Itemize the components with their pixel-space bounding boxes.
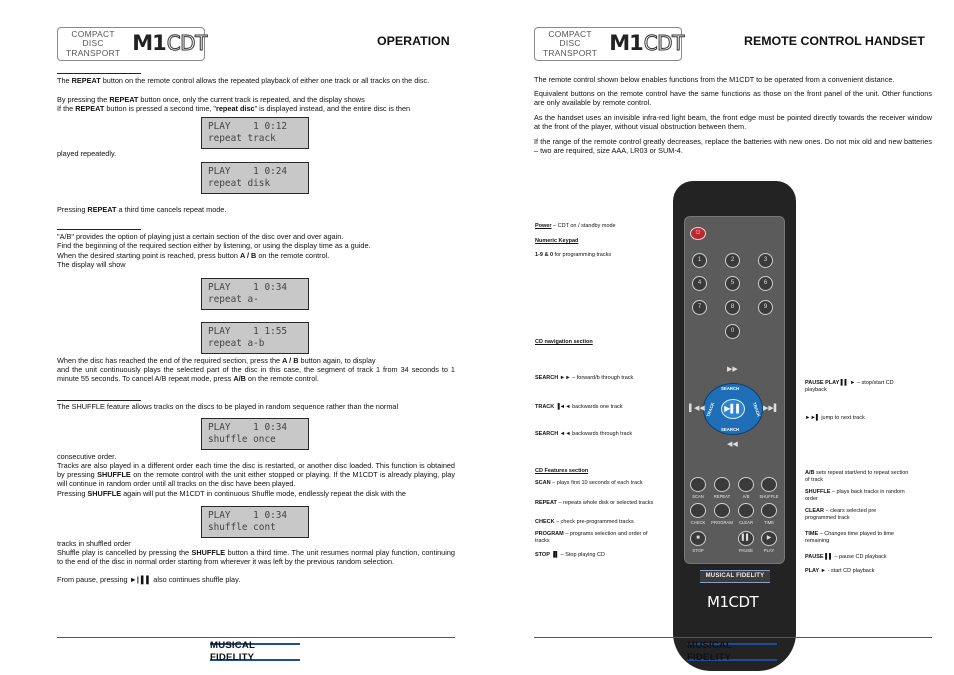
- section-rule: [57, 400, 141, 401]
- stop-button-label: STOP: [692, 548, 704, 553]
- shuffle-para-1: The SHUFFLE feature allows tracks on the discs to be played in random sequence rather than the normal: [57, 402, 399, 411]
- key-2-button[interactable]: 2: [725, 253, 740, 268]
- remote-brand-plate: MUSICAL FIDELITY: [700, 570, 770, 583]
- shuffle-para-2: consecutive order.: [57, 452, 117, 461]
- play-button-label: PLAY: [763, 548, 775, 553]
- track-back-icon[interactable]: ▌◀◀: [689, 405, 705, 412]
- remote-intro-3: As the handset uses an invisible infra-red light beam, the front edge must be pointed directly towards the receiver window at the front of the player, without visual obstruction between them.: [534, 113, 932, 131]
- stop-button[interactable]: ■: [690, 531, 706, 546]
- ring-label-track-right: TRACK: [751, 401, 762, 418]
- shuffle-para-3: Tracks are also played in a different order each time the disc is restarted, or another disc loaded. This function is obtained by pressing SHUFFLE on the remote control with the unit either stopped or playing. If the M1CDT is already playing, play will continue in random order until all tracks on the disc have been played.: [57, 461, 455, 488]
- shuffle-para-6: Shuffle play is cancelled by pressing the SHUFFLE button a third time. The unit resumes normal play function, continuing to the end of the disc in normal order starting from wherever it was left by the previous random selection.: [57, 548, 455, 566]
- logo-mark: M1 CDT: [609, 31, 684, 56]
- shuffle-button-label: SHUFFLE: [759, 494, 779, 499]
- shuffle-button[interactable]: [761, 477, 777, 492]
- label-next-track: ►►▌ jump to next track: [805, 415, 865, 421]
- play-button[interactable]: ▶: [761, 531, 777, 546]
- scan-button[interactable]: [690, 477, 706, 492]
- repeat-para-1: The REPEAT button on the remote control allows the repeated playback of either one track or all tracks on the disc.: [57, 76, 430, 85]
- ab-button-label: A/B: [742, 494, 750, 499]
- time-button-label: TIME: [763, 520, 774, 525]
- label-pause: PAUSE ▌▌ – pause CD playback: [805, 554, 887, 560]
- label-clear: CLEAR – clears selected pre programmed track: [805, 508, 877, 521]
- footer-rule: [534, 637, 932, 638]
- shuffle-para-7: From pause, pressing ►| ▌▌ also continues shuffle play.: [57, 575, 241, 584]
- label-program: PROGRAM – programs selection and order of tracks: [535, 531, 648, 544]
- product-logo: [57, 27, 205, 61]
- label-check: CHECK – check pre-programmed tracks: [535, 519, 634, 525]
- remote-intro-4: If the range of the remote control greatly decreases, replace the batteries with new ones. Do not mix old and new batteries – two are required, size AAA, LR03 or SUM-4.: [534, 137, 932, 155]
- remote-intro-1: The remote control shown below enables functions from the M1CDT to be operated from a convenient distance.: [534, 75, 895, 84]
- shuffle-para-5: tracks in shuffled order: [57, 539, 131, 548]
- lcd-display: PLAY 1 0:12 repeat track: [201, 117, 309, 149]
- remote-intro-2: Equivalent buttons on the remote control have the same functions as those on the front panel of the unit. Other functions are only available by remote control.: [534, 89, 932, 107]
- clear-button-label: CLEAR: [739, 520, 753, 525]
- repeat-button-label: REPEAT: [713, 494, 731, 499]
- remote-model-logo: M1CDT: [707, 593, 759, 611]
- ab-para-3: When the desired starting point is reached, press button A / B on the remote control.: [57, 251, 330, 260]
- label-power: Power – CDT on / standby mode: [535, 223, 616, 229]
- label-nav-section: CD navigation section: [535, 339, 593, 345]
- lcd-display: PLAY 1 0:34 repeat a-: [201, 278, 309, 310]
- product-logo: [534, 27, 682, 61]
- rewind-arrow-icon: ◀◀: [727, 441, 738, 448]
- page-title-operation: OPERATION: [377, 34, 450, 48]
- key-9-button[interactable]: 9: [758, 300, 773, 315]
- ab-para-2: Find the beginning of the required section either by listening, or using the display time as a guide.: [57, 241, 371, 250]
- repeat-para-2: By pressing the REPEAT button once, only the current track is repeated, and the display shows: [57, 95, 365, 104]
- key-0-button[interactable]: 0: [725, 324, 740, 339]
- forward-arrow-icon: ▶▶: [727, 366, 738, 373]
- check-button[interactable]: [690, 503, 706, 518]
- check-button-label: CHECK: [690, 520, 706, 525]
- repeat-button[interactable]: [714, 477, 730, 492]
- power-button[interactable]: ⏻: [690, 227, 706, 240]
- key-8-button[interactable]: 8: [725, 300, 740, 315]
- label-ab: A/B sets repeat start/end to repeat section of track: [805, 470, 909, 483]
- ring-label-track-left: TRACK: [705, 401, 716, 418]
- key-1-button[interactable]: 1: [692, 253, 707, 268]
- ring-label-search-top: SEARCH: [721, 386, 740, 391]
- key-6-button[interactable]: 6: [758, 276, 773, 291]
- section-rule: [57, 73, 141, 74]
- page-title-remote: REMOTE CONTROL HANDSET: [744, 34, 925, 48]
- logo-words: COMPACT DISC TRANSPORT: [66, 28, 121, 58]
- label-keys: 1-9 & 0 for programming tracks: [535, 252, 612, 258]
- label-search-back: SEARCH ◄◄ backwards through track: [535, 431, 633, 437]
- ring-label-search-bottom: SEARCH: [721, 427, 740, 432]
- play-pause-button[interactable]: ▶▌▌: [721, 399, 745, 419]
- key-5-button[interactable]: 5: [725, 276, 740, 291]
- clear-button[interactable]: [738, 503, 754, 518]
- ab-para-5: When the disc has reached the end of the required section, press the A / B button again, to display: [57, 356, 376, 365]
- program-button[interactable]: [714, 503, 730, 518]
- label-scan: SCAN – plays first 10 seconds of each track: [535, 480, 643, 486]
- lcd-display: PLAY 1 0:24 repeat disk: [201, 162, 309, 194]
- repeat-para-3: If the REPEAT button is pressed a second time, "repeat disc" is displayed instead, and the entire disc is then: [57, 104, 411, 113]
- time-button[interactable]: [761, 503, 777, 518]
- pause-button[interactable]: ▌▌: [738, 531, 754, 546]
- logo-mark: M1 CDT: [132, 31, 207, 56]
- scan-button-label: SCAN: [692, 494, 704, 499]
- repeat-played-text: played repeatedly.: [57, 149, 117, 158]
- label-shuffle: SHUFFLE – plays back tracks in random order: [805, 489, 905, 502]
- section-rule: [57, 229, 141, 230]
- program-button-label: PROGRAM: [711, 520, 733, 525]
- label-pause-play: PAUSE PLAY ▌▌ ► – stop/start CD playback: [805, 380, 894, 393]
- key-3-button[interactable]: 3: [758, 253, 773, 268]
- key-4-button[interactable]: 4: [692, 276, 707, 291]
- lcd-display: PLAY 1 1:55 repeat a-b: [201, 322, 309, 354]
- label-time: TIME – Changes time played to time remaining: [805, 531, 894, 544]
- ab-para-1: "A/B" provides the option of playing just a certain section of the disc over and over again.: [57, 232, 344, 241]
- label-features-section: CD Features section: [535, 468, 589, 474]
- track-next-icon[interactable]: ▶▶▌: [763, 405, 779, 412]
- label-track-back: TRACK ▐◄◄ backwards one track: [535, 404, 623, 410]
- lcd-display: PLAY 1 0:34 shuffle once: [201, 418, 309, 450]
- ab-para-6: and the unit continuously plays the selected part of the disc in this case, the segment of track 1 from 34 seconds to 1 minute 55 seconds. To cancel A/B repeat mode, press A/B on the remote control.: [57, 365, 455, 383]
- logo-words: COMPACT DISC TRANSPORT: [543, 28, 598, 58]
- label-stop: STOP ▐▌ – Stop playing CD: [535, 552, 605, 558]
- key-7-button[interactable]: 7: [692, 300, 707, 315]
- label-numeric-keypad: Numeric Keypad: [535, 238, 579, 244]
- label-play: PLAY ► - start CD playback: [805, 568, 875, 574]
- label-repeat: REPEAT – repeats whole disk or selected tracks: [535, 500, 654, 506]
- lcd-display: PLAY 1 0:34 shuffle cont: [201, 506, 309, 538]
- footer-brand-logo: MUSICAL FIDELITY: [210, 643, 300, 661]
- repeat-cancel-text: Pressing REPEAT a third time cancels repeat mode.: [57, 205, 227, 214]
- footer-brand-logo: MUSICAL FIDELITY: [687, 643, 777, 661]
- shuffle-para-4: Pressing SHUFFLE again will put the M1CDT in continuous Shuffle mode, endlessly repeat the disk with the: [57, 489, 406, 498]
- label-search-forward: SEARCH ►► – forward/b through track: [535, 375, 634, 381]
- pause-button-label: PAUSE: [739, 548, 753, 553]
- ab-para-4: The display will show: [57, 260, 126, 269]
- footer-rule: [57, 637, 455, 638]
- ab-button[interactable]: [738, 477, 754, 492]
